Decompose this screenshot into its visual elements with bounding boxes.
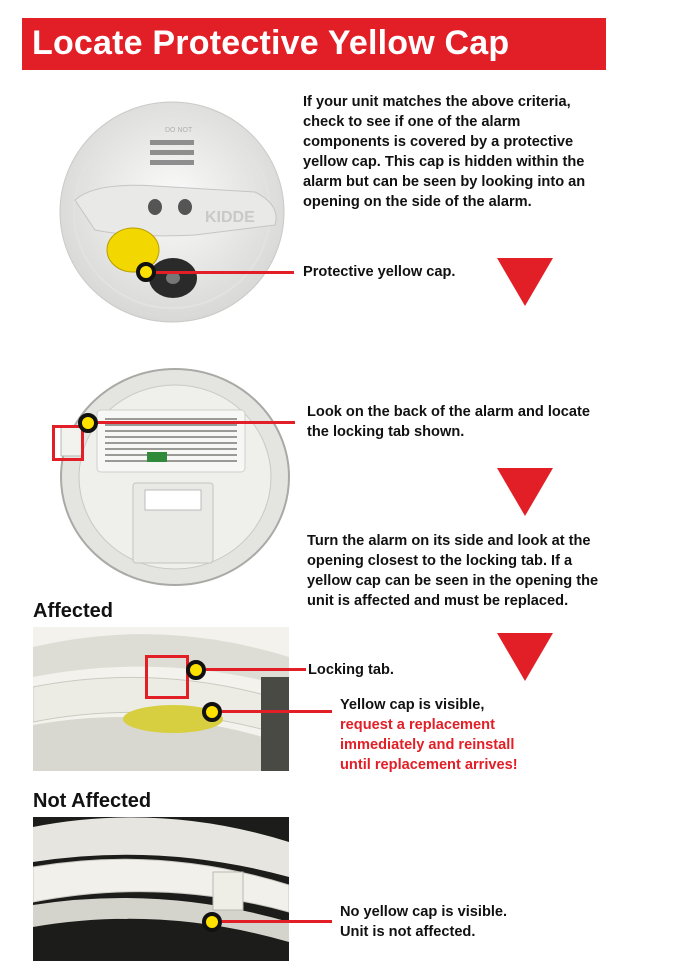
not-affected-line: Unit is not affected. — [340, 924, 476, 940]
step1-line: components is covered by a protective — [303, 134, 574, 150]
page-title: Locate Protective Yellow Cap — [32, 24, 510, 62]
down-arrow-icon — [497, 468, 553, 516]
affected-warning-line: until replacement arrives! — [340, 757, 518, 773]
alarm-warning-text: DO NOT — [165, 127, 193, 134]
down-arrow-icon — [497, 633, 553, 681]
step3-line: opening closest to the locking tab. If a — [307, 553, 573, 569]
step1-line: alarm but can be seen by looking into an — [303, 174, 586, 190]
step2-text — [307, 402, 637, 442]
no-cap-pointer — [222, 920, 332, 923]
step3-line: yellow cap can be seen in the opening the — [307, 573, 599, 589]
step3-line: Turn the alarm on its side and look at the — [307, 533, 591, 549]
not-affected-text — [340, 902, 600, 942]
protective-cap-marker — [136, 262, 156, 282]
affected-photo — [33, 627, 289, 771]
no-cap-marker — [202, 912, 222, 932]
alarm-back-photo — [55, 368, 290, 586]
protective-cap-callout: Protective yellow cap. — [303, 264, 456, 280]
locking-tab-highlight — [52, 425, 84, 461]
step1-line: check to see if one of the alarm — [303, 114, 521, 130]
step1-line: yellow cap. This cap is hidden within the — [303, 154, 585, 170]
affected-heading: Affected — [33, 600, 114, 622]
locking-tab-marker — [78, 413, 98, 433]
locking-tab-marker — [186, 660, 206, 680]
yellow-cap-pointer — [222, 710, 332, 713]
not-affected-line: No yellow cap is visible. — [340, 904, 508, 920]
step2-line: Look on the back of the alarm and locate — [307, 404, 591, 420]
not-affected-heading: Not Affected — [33, 790, 152, 812]
locking-tab-pointer — [206, 668, 306, 671]
yellow-cap-marker — [202, 702, 222, 722]
down-arrow-icon — [497, 258, 553, 306]
affected-warning-line: request a replacement — [340, 717, 495, 733]
not-affected-photo — [33, 817, 289, 961]
step2-line: the locking tab shown. — [307, 424, 465, 440]
alarm-brand-text: KIDDE — [205, 209, 255, 226]
step1-text — [303, 92, 633, 212]
affected-warning-line: immediately and reinstall — [340, 737, 515, 753]
locking-tab-callout: Locking tab. — [308, 662, 394, 678]
affected-line: Yellow cap is visible, — [340, 697, 485, 713]
protective-cap-pointer — [156, 271, 294, 274]
locking-tab-pointer — [98, 421, 295, 424]
step3-line: unit is affected and must be replaced. — [307, 593, 569, 609]
locking-tab-highlight — [145, 655, 189, 699]
alarm-front-photo — [55, 100, 285, 325]
step1-line: If your unit matches the above criteria, — [303, 94, 571, 110]
step1-line: opening on the side of the alarm. — [303, 194, 532, 210]
affected-text — [340, 695, 600, 775]
title-banner — [22, 18, 606, 70]
step3-text — [307, 531, 642, 611]
